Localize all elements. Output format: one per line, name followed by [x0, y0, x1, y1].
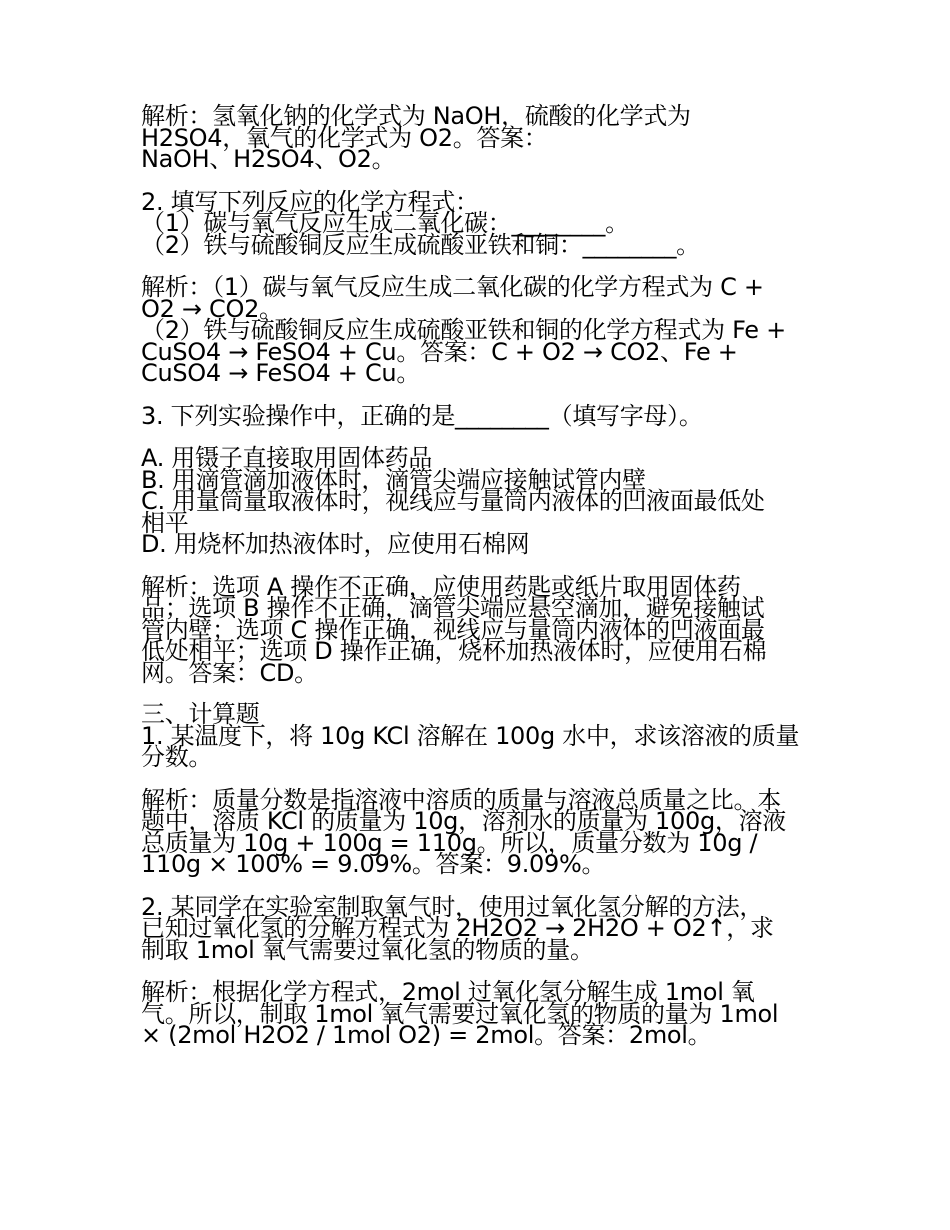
- text-line: 管内壁；选项 C 操作正确，视线应与量筒内液体的凹液面最: [141, 615, 765, 644]
- answer-analysis-moles: [141, 978, 816, 1049]
- question-3-options: [141, 444, 816, 558]
- question-title: 3. 下列实验操作中，正确的是________（填写字母）。: [141, 401, 703, 430]
- text-line: 解析：质量分数是指溶液中溶质的质量与溶液总质量之比。本: [141, 785, 781, 814]
- question-title: 2. 填写下列反应的化学方程式：: [141, 187, 479, 216]
- text-line: CuSO4 → FeSO4 + Cu。答案：C + O2 → CO2、Fe +: [141, 337, 738, 366]
- text-line: 解析：选项 A 操作不正确，应使用药匙或纸片取用固体药: [141, 572, 741, 601]
- text-line: O2 → CO2。: [141, 294, 283, 323]
- text-line: 低处相平；选项 D 操作正确，烧杯加热液体时，应使用石棉: [141, 637, 767, 665]
- question-3-title: [141, 401, 816, 430]
- text-line: 总质量为 10g + 100g = 110g。所以，质量分数为 10g /: [141, 828, 758, 857]
- question-title: 2. 某同学在实验室制取氧气时，使用过氧化氢分解的方法，: [141, 892, 764, 921]
- option-c: C. 用量筒量取液体时，视线应与量筒内液体的凹液面最低处: [141, 487, 765, 515]
- question-2-equations: [141, 187, 816, 259]
- answer-analysis-options: [141, 572, 816, 687]
- text-line: 品；选项 B 操作不正确，滴管尖端应悬空滴加，避免接触试: [141, 594, 765, 622]
- question-calc-2: [141, 892, 816, 964]
- answer-analysis-formulas: [141, 102, 816, 173]
- option-b: B. 用滴管滴加液体时，滴管尖端应接触试管内壁: [141, 465, 646, 494]
- text-line: 解析：氢氧化钠的化学式为 NaOH，硫酸的化学式为: [141, 102, 691, 130]
- question-sub-item: （1）碳与氧气反应生成二氧化碳：________。: [141, 209, 629, 237]
- text-line: × (2mol H2O2 / 1mol O2) = 2mol。答案：2mol。: [141, 1021, 712, 1049]
- text-line: H2SO4，氧气的化学式为 O2。答案：: [141, 123, 548, 152]
- text-line: 气。所以，制取 1mol 氧气需要过氧化氢的物质的量为 1mol: [141, 999, 779, 1028]
- text-line: 解析：（1）碳与氧气反应生成二氧化碳的化学方程式为 C +: [141, 273, 764, 301]
- section-calculation: [141, 700, 816, 771]
- answer-analysis-mass-fraction: [141, 785, 816, 878]
- document-page: [141, 102, 816, 1049]
- text-line: NaOH、H2SO4、O2。: [141, 145, 396, 173]
- question-title-cont: 分数。: [141, 743, 213, 771]
- option-d: D. 用烧杯加热液体时，应使用石棉网: [141, 530, 530, 558]
- text-line: 制取 1mol 氧气需要过氧化氢的物质的量。: [141, 935, 594, 964]
- question-sub-item: （2）铁与硫酸铜反应生成硫酸亚铁和铜：________。: [141, 230, 700, 259]
- option-a: A. 用镊子直接取用固体药品: [141, 444, 433, 472]
- section-heading: 三、计算题: [141, 700, 260, 728]
- text-line: 解析：根据化学方程式，2mol 过氧化氢分解生成 1mol 氧: [141, 978, 755, 1006]
- text-line: （2）铁与硫酸铜反应生成硫酸亚铁和铜的化学方程式为 Fe +: [141, 316, 786, 344]
- question-title: 1. 某温度下，将 10g KCl 溶解在 100g 水中，求该溶液的质量: [141, 721, 800, 750]
- answer-analysis-equations: [141, 273, 816, 387]
- text-line: 题中，溶质 KCl 的质量为 10g，溶剂水的质量为 100g，溶液: [141, 807, 786, 835]
- text-line: 网。答案：CD。: [141, 658, 318, 687]
- text-line: CuSO4 → FeSO4 + Cu。: [141, 359, 421, 387]
- option-c-cont: 相平: [141, 508, 189, 537]
- text-line: 110g × 100% = 9.09%。答案：9.09%。: [141, 850, 606, 878]
- text-line: 已知过氧化氢的分解方程式为 2H2O2 → 2H2O + O2↑，求: [141, 914, 774, 942]
